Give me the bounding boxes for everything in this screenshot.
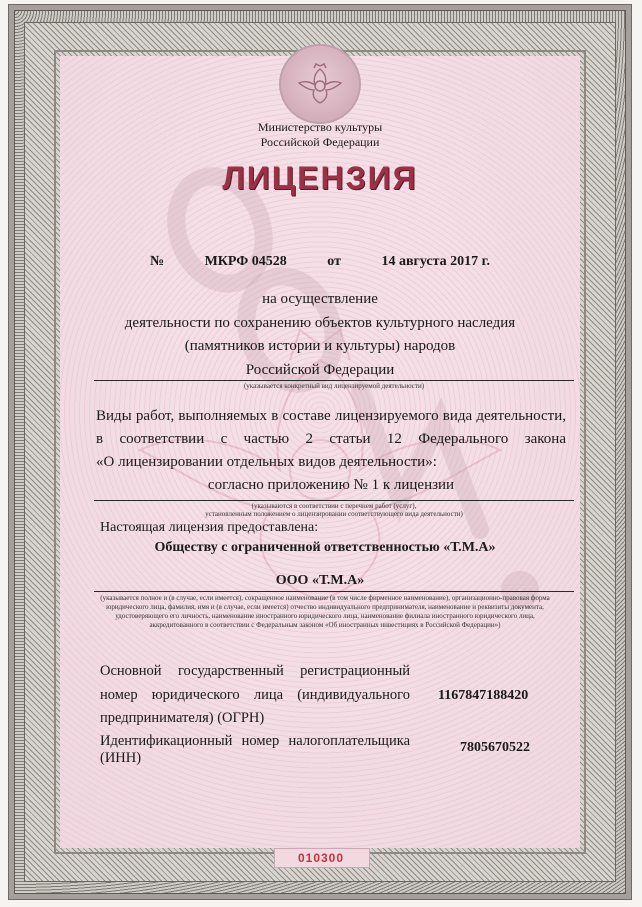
- license-date: 14 августа 2017 г.: [381, 254, 490, 269]
- activity-caption: (указывается конкретный вид лицензируемой деятельности): [243, 382, 425, 390]
- inn-value: 7805670522: [460, 740, 530, 755]
- license-number: МКРФ 04528: [204, 254, 287, 269]
- holder-rule: [94, 591, 574, 592]
- activity-line-4: Российской Федерации: [245, 361, 395, 378]
- activity-line-1: на осуществление: [262, 291, 378, 307]
- works-caption-line-2: установленным положением о лицензировании соответствующего вида деятельности): [205, 510, 463, 518]
- works-caption-line-1: (указываются в соответствии с перечнем работ (услуг),: [251, 502, 417, 510]
- activity-line-2: деятельности по сохранению объектов культурного наследия: [124, 314, 516, 331]
- works-line-4: согласно приложению № 1 к лицензии: [207, 477, 455, 493]
- ogrn-label: Основной государственный регистрационный номер юридического лица (индивидуального предпринимателя) (ОГРН): [100, 663, 410, 726]
- state-emblem: [279, 44, 361, 124]
- holder-caption: (указывается полное и (в случае, если имеется), сокращенное наименование (в том числе фирменное наименование), организационно-правовая форма юридического лица, фамилия, имя и (в случае, если имеется) отчество индивидуального предпринимателя, наименование и реквизиты документа, удостоверяющего его личность, наименование иностранного юридического лица, наименование филиала иностранного юридического лица, аккредитованного в соответствии с Федеральным законом «Об иностранных инвестициях в Российской Федерации»): [100, 594, 550, 629]
- activity-line-3: (памятников истории и культуры) народов: [184, 338, 456, 354]
- number-sign: №: [150, 254, 165, 269]
- works-block: [96, 405, 566, 497]
- holder-label: Настоящая лицензия предоставлена:: [100, 520, 319, 535]
- activity-block: [100, 288, 540, 382]
- works-line-2: в соответствии с частью 2 статьи 12 Федерального закона: [96, 431, 566, 447]
- ogrn-value: 1167847188420: [438, 688, 529, 703]
- ministry-line-2: Российской Федерации: [260, 135, 380, 149]
- document-title: ЛИЦЕНЗИЯ: [222, 160, 418, 196]
- double-headed-eagle-emblem-icon: [295, 59, 345, 109]
- date-prefix: от: [327, 254, 341, 269]
- serial-number: 010300: [297, 851, 345, 865]
- activity-rule: [94, 380, 574, 381]
- works-caption: [94, 502, 574, 518]
- holder-short-name: ООО «Т.М.А»: [275, 573, 365, 588]
- license-number-line: [150, 254, 490, 270]
- works-line-3: «О лицензировании отдельных видов деятельности»:: [96, 454, 437, 470]
- ministry-name: [200, 120, 440, 150]
- inn-label: Идентификационный номер налогоплательщика (ИНН): [100, 733, 410, 766]
- holder-full-name: Обществу с ограниченной ответственностью «Т.М.А»: [154, 540, 496, 555]
- works-rule: [94, 500, 574, 501]
- works-line-1: Виды работ, выполняемых в составе лицензируемого вида деятельности,: [96, 408, 566, 424]
- ministry-line-1: Министерство культуры: [257, 120, 383, 134]
